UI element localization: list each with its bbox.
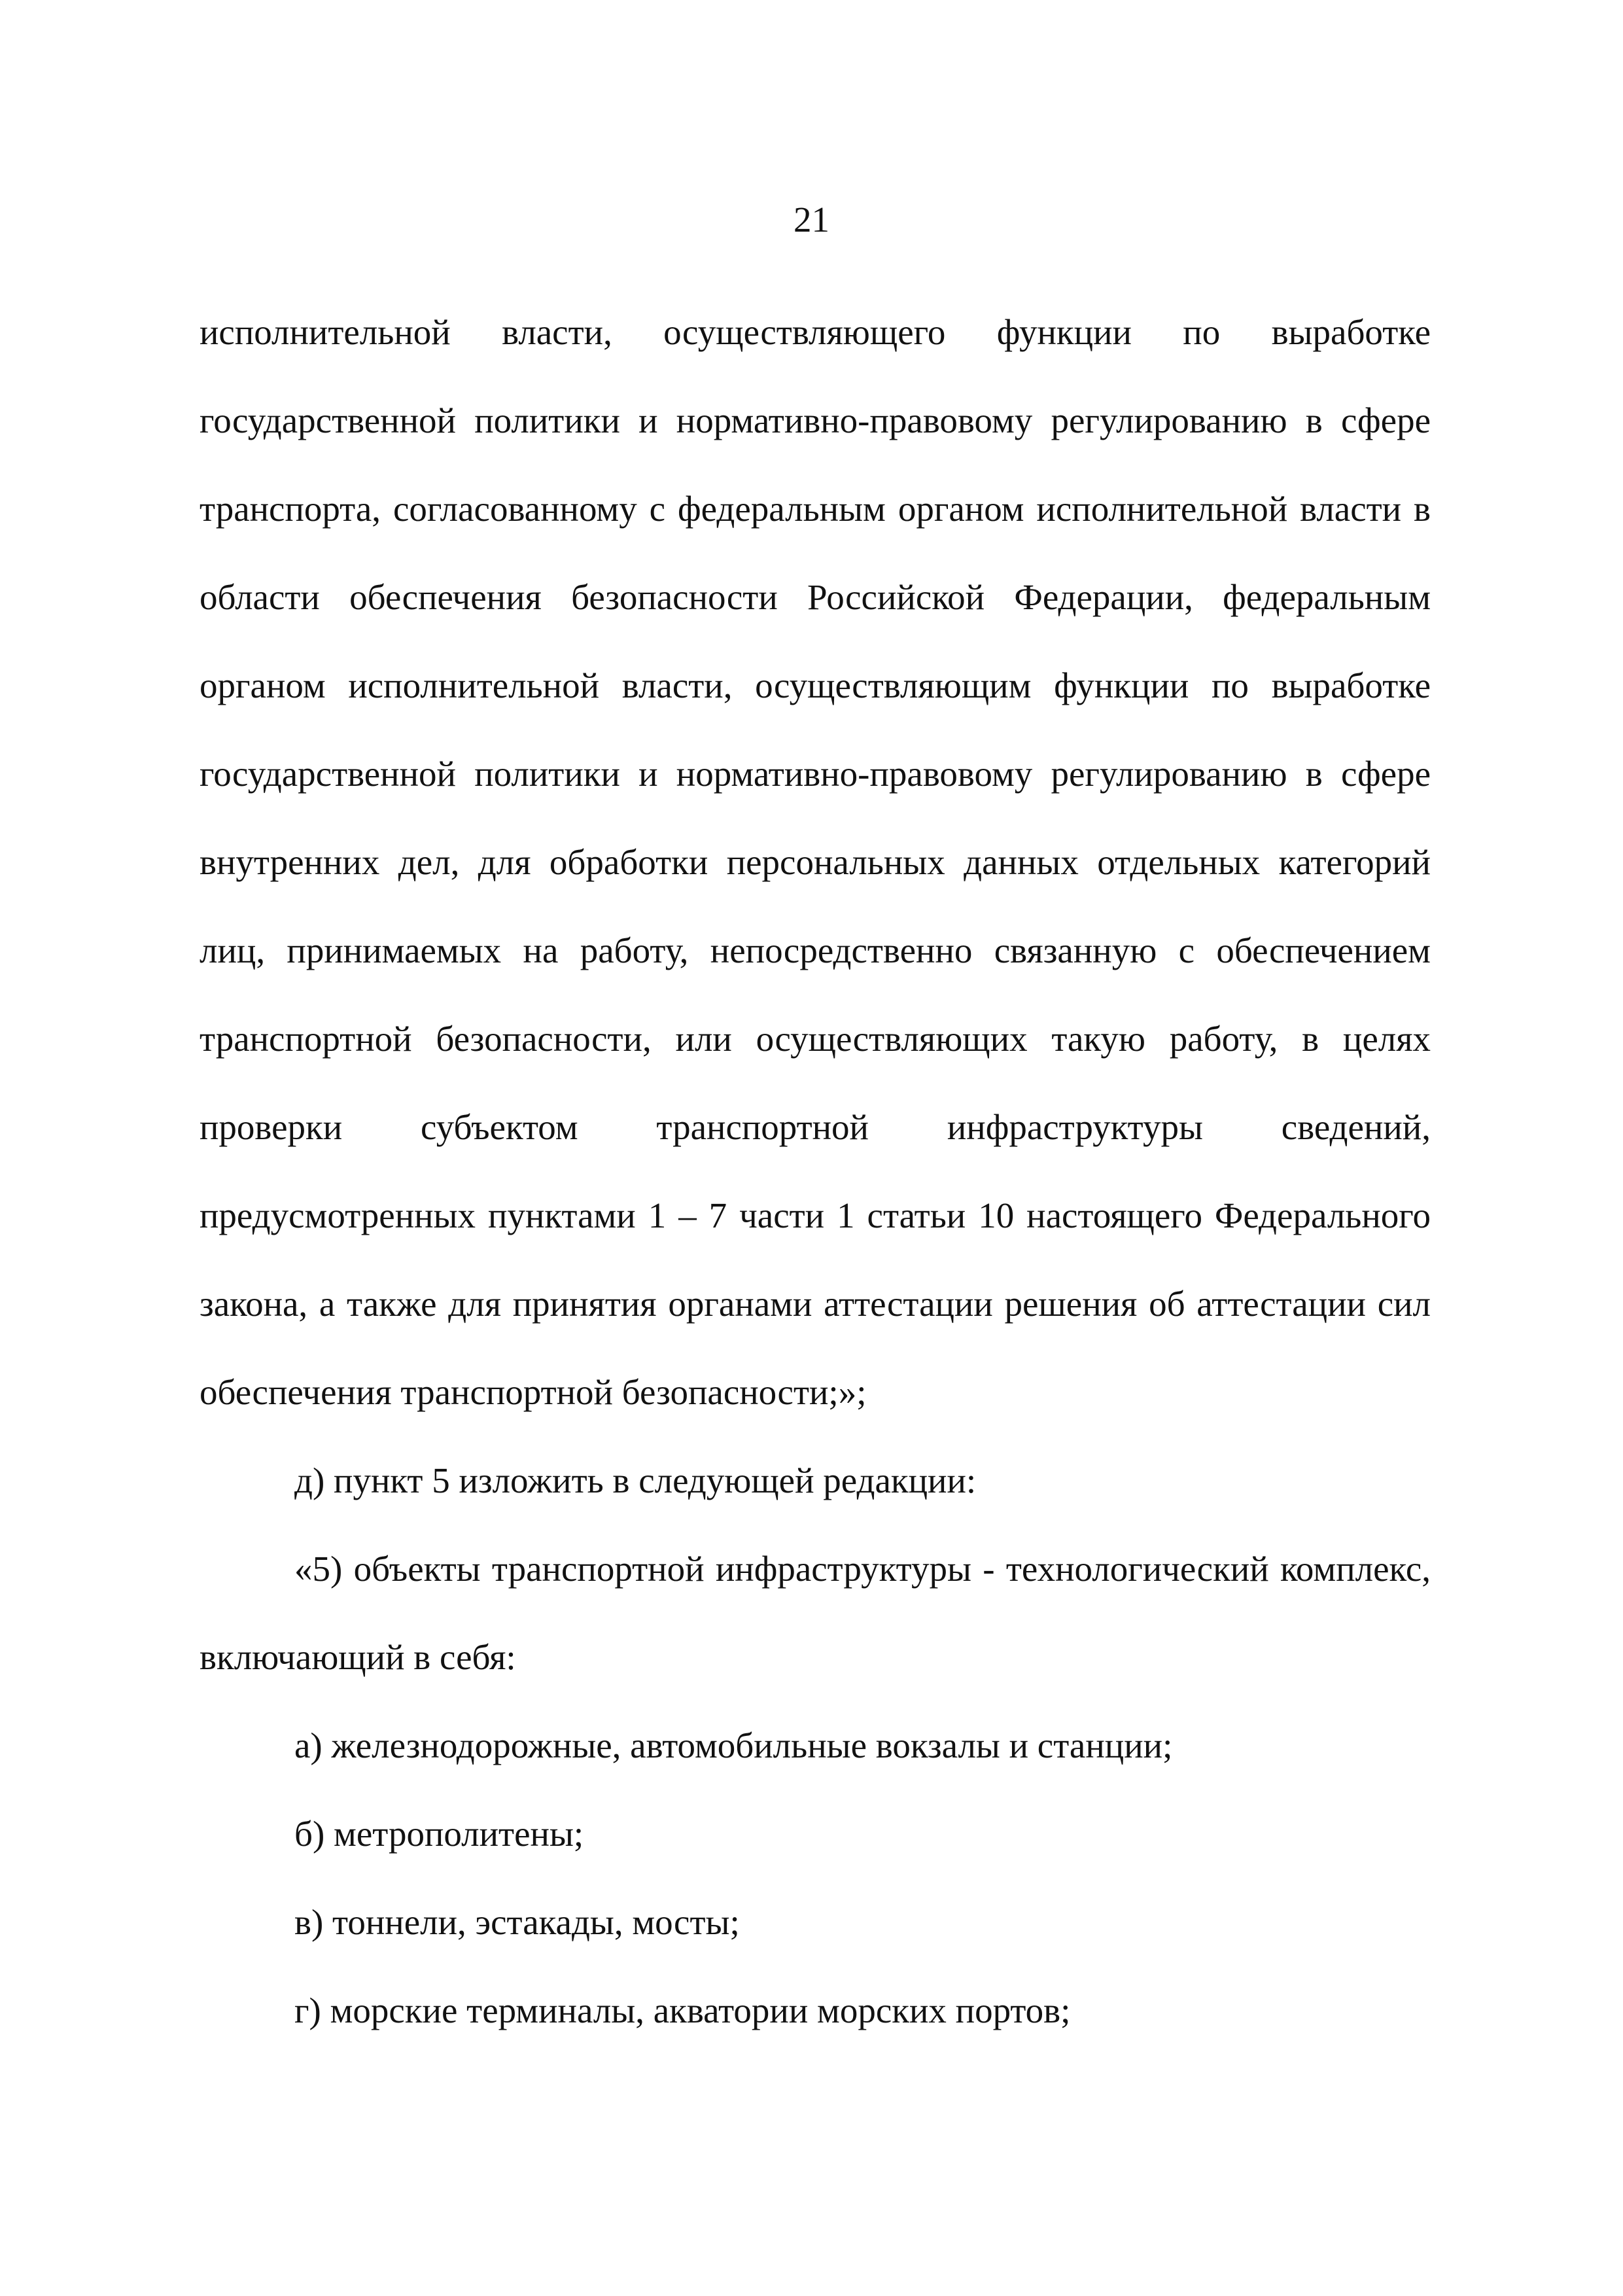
paragraph-item-5: «5) объекты транспортной инфраструктуры - технологический комплекс, включающий в себя: bbox=[200, 1549, 1431, 1677]
paragraph-subitem-v: в) тоннели, эстакады, мосты; bbox=[294, 1902, 740, 1942]
paragraph-subitem-g: г) морские терминалы, акватории морских портов; bbox=[294, 1990, 1071, 2030]
page-number: 21 bbox=[794, 200, 829, 239]
paragraph-subitem-b: б) метрополитены; bbox=[294, 1814, 584, 1854]
paragraph-item-d: д) пункт 5 изложить в следующей редакции: bbox=[294, 1460, 977, 1500]
document-body bbox=[200, 288, 1431, 2055]
paragraph-subitem-a: а) железнодорожные, автомобильные вокзалы и станции; bbox=[294, 1725, 1173, 1765]
paragraph-continuation: исполнительной власти, осуществляющего функции по выработке государственной политики и нормативно-правовому регулированию в сфере транспорта, согласованному с федеральным органом исполнительной власти в области обеспечения безопасности Российской Федерации, федеральным органом исполнительной власти, осуществляющим функции по выработке государственной политики и нормативно-правовому регулированию в сфере внутренних дел, для обработки персональных данных отдельных категорий лиц, принимаемых на работу, непосредственно связанную с обеспечением транспортной безопасности, или осуществляющих такую работу, в целях проверки субъектом транспортной инфраструктуры сведений, предусмотренных пунктами 1 – 7 части 1 статьи 10 настоящего Федерального закона, а также для принятия органами аттестации решения об аттестации сил обеспечения транспортной безопасности;»; bbox=[200, 312, 1431, 1412]
